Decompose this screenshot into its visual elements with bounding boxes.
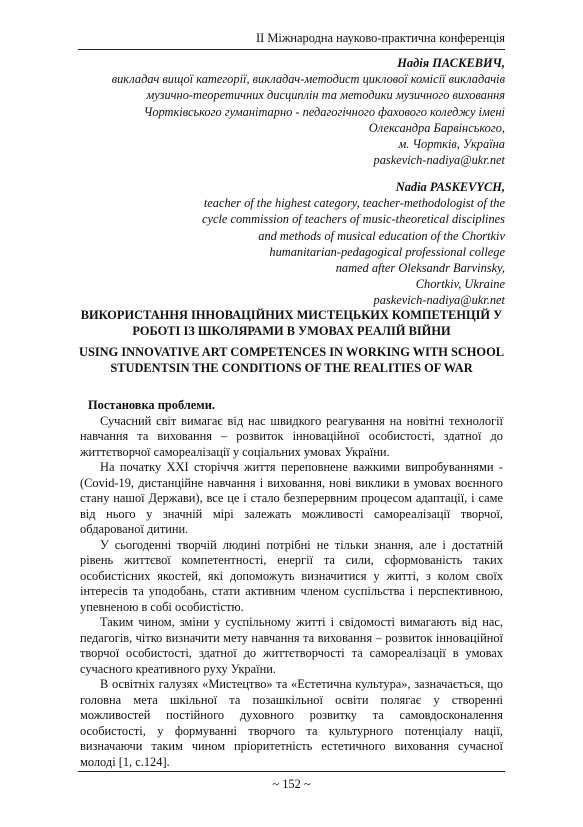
article-title-uk: ВИКОРИСТАННЯ ІННОВАЦІЙНИХ МИСТЕЦЬКИХ КОМПЕТЕНЦІЙ У РОБОТІ ІЗ ШКОЛЯРАМИ В УМОВАХ РЕАЛІЙ ВІЙНИ: [80, 308, 503, 338]
article-body: [80, 398, 503, 770]
author-affiliation-line: humanitarian-pedagogical professional college: [269, 244, 505, 259]
body-paragraph: На початку ХХІ сторіччя життя переповнене важкими випробуваннями - (Covid-19, дистанційне навчання і виховання, нові виклики в умовах воєнного стану нашої Держави), все це і стало безперервним процесом адаптації, і саме від нього у значній мірі залежать можливості самореалізації творчої, обдарованої дитини.: [80, 460, 503, 536]
article-title-en: USING INNOVATIVE ART COMPETENCES IN WORKING WITH SCHOOL STUDENTSIN THE CONDITIONS OF THE REALITIES OF WAR: [79, 345, 504, 375]
page-number: ~ 152 ~: [272, 777, 311, 791]
section-heading: Постановка проблеми.: [88, 398, 215, 412]
body-paragraph: Сучасний світ вимагає від нас швидкого реагування на новітні технології навчання та виховання – розвиток інноваційної особистості, здатної до життєтворчої самореалізації у соціальних умовах України.: [80, 413, 503, 459]
author-affiliation-line: teacher of the highest category, teacher-methodologist of the: [203, 196, 505, 211]
author-affiliation-line: викладач вищої категорії, викладач-методист циклової комісії викладачів: [111, 72, 505, 87]
author-affiliation-line: named after Oleksandr Barvinsky,: [335, 261, 505, 276]
author-email: paskevich-nadiya@ukr.net: [373, 153, 505, 168]
author-location: Chortkiv, Ukraine: [415, 277, 505, 292]
author-affiliation-line: cycle commission of teachers of music-theoretical disciplines: [201, 212, 505, 227]
conference-title: ІІ Міжнародна науково-практична конференція: [256, 31, 505, 45]
running-header: [78, 31, 505, 50]
author-name-uk: Надія ПАСКЕВИЧ,: [397, 56, 505, 70]
author-block-uk: [78, 55, 505, 168]
author-affiliation-line: музично-теоретичних дисциплін та методики музичного виховання: [146, 88, 505, 103]
author-location: м. Чортків, Україна: [398, 137, 505, 152]
author-name-en: Nadia PASKEVYCH,: [395, 180, 505, 194]
author-affiliation-line: Чортківського гуманітарно - педагогічного фахового коледжу імені: [143, 104, 505, 119]
author-block-en: [78, 179, 505, 309]
body-paragraph: Таким чином, зміни у суспільному житті і свідомості вимагають від нас, педагогів, чітко визначити мету навчання та виховання – розвиток інноваційної творчої особистості, здатної до життєтворчості та самореалізації в умовах сучасного креативного руху України.: [80, 615, 503, 676]
author-affiliation-line: and methods of musical education of the Chortkiv: [258, 228, 505, 243]
body-paragraph: В освітніх галузях «Мистецтво» та «Естетична культура», зазначається, що головна мета шкільної та позашкільної освіти полягає у створенні можливостей постійного духовного розвитку та самовдосконалення особистості, у формуванні творчого та культурного потенціалу нації, визначаючи таким чином пріоритетність естетичного виховання сучасної молоді [1, с.124].: [80, 677, 503, 769]
body-paragraph: У сьогоденні творчій людині потрібні не тільки знання, але і достатній рівень життєвої компетентності, енергії та сили, сформованість таких особистісних якостей, які допоможуть визначитися у житті, з колом своїх інтересів та уподобань, стати активним членом суспільства і перспективною, упевненою в собі особистістю.: [80, 537, 503, 614]
author-affiliation-line: Олександра Барвінського,: [368, 120, 505, 135]
page-footer: [78, 771, 505, 792]
author-email: paskevich-nadiya@ukr.net: [373, 293, 505, 308]
